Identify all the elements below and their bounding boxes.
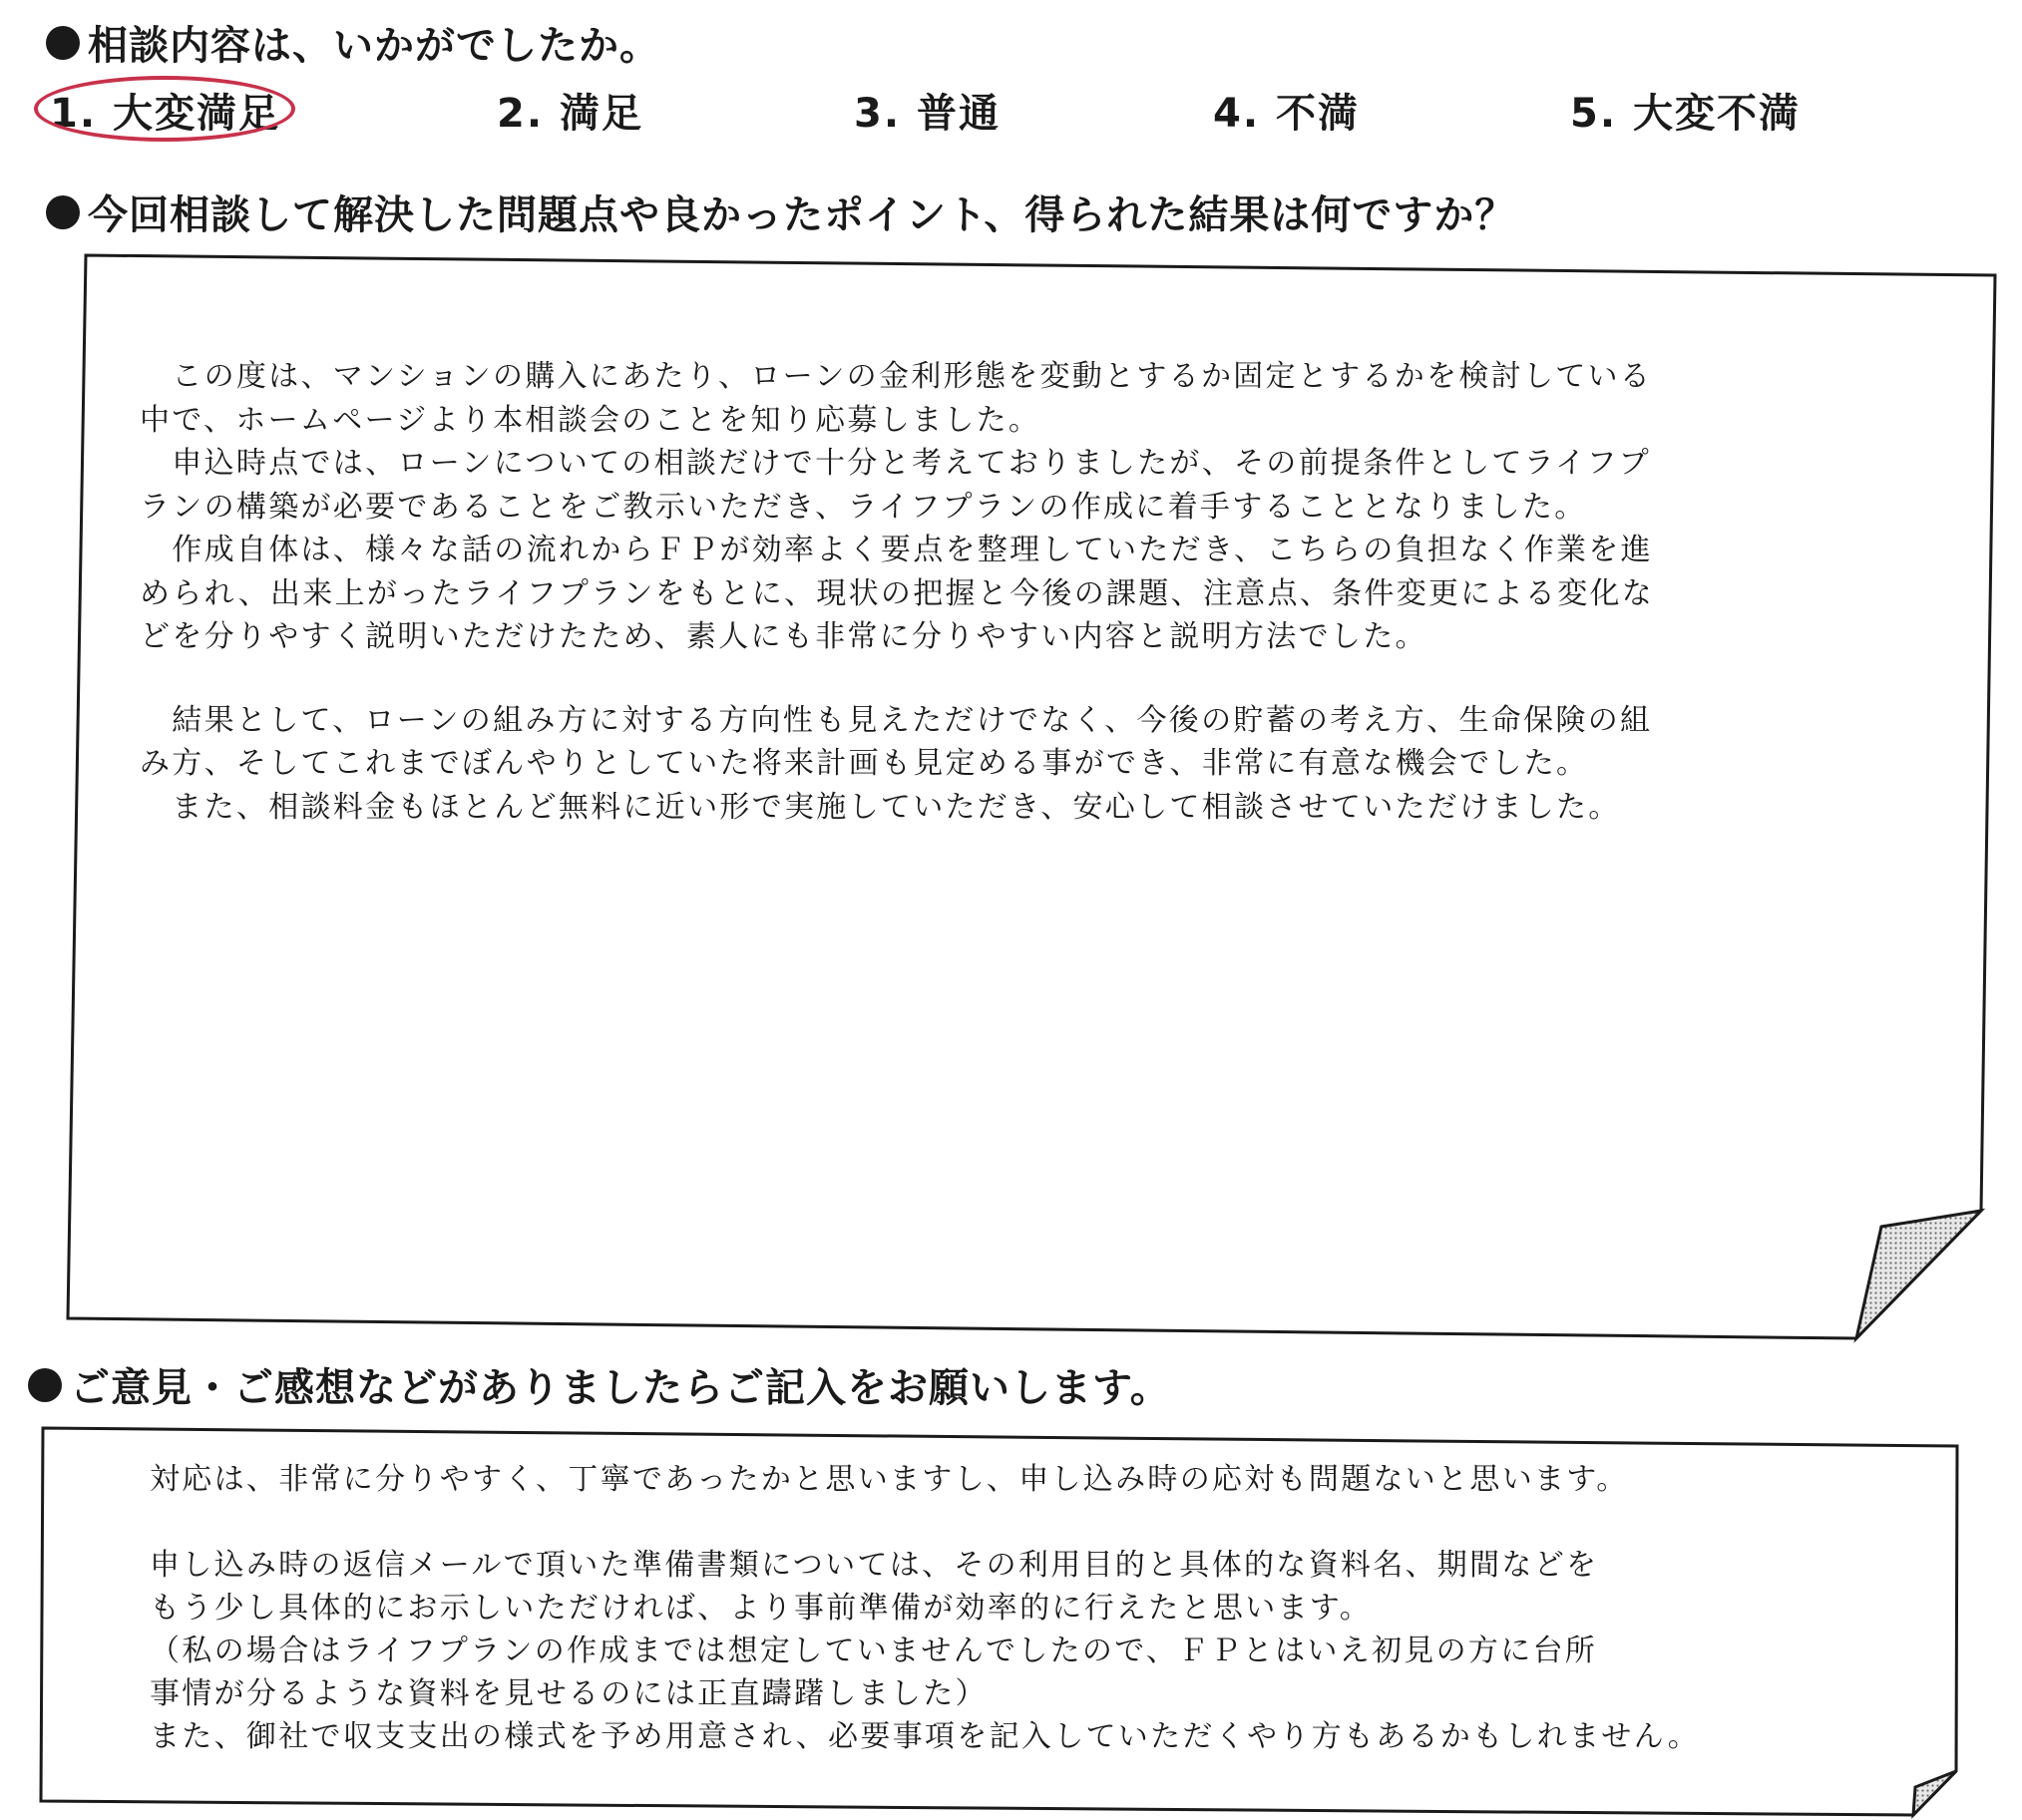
answer-line: 申し込み時の返信メールで頂いた準備書類については、その利用目的と具体的な資料名、期間などを <box>150 1548 1599 1583</box>
q1-heading <box>46 14 660 71</box>
q3-answer-text <box>150 1458 1700 1758</box>
answer-line: （私の場合はライフプランの作成までは想定していませんでしたので、ＦＰとはいえ初見の方に台所 <box>150 1634 1598 1668</box>
answer-line: この度は、マンションの購入にあたり、ローンの金利形態を変動とするか固定とするかを検討している <box>140 359 1653 394</box>
answer-line: 結果として、ローンの組み方に対する方向性も見えただけでなく、今後の貯蓄の考え方、生命保険の組 <box>140 702 1653 738</box>
answer-line: 中で、ホームページより本相談会のことを知り応募しました。 <box>140 402 1041 438</box>
answer-line: また、相談料金もほとんど無料に近い形で実施していただき、安心して相談させていただけました。 <box>140 789 1621 825</box>
bullet-icon <box>46 26 80 60</box>
answer-line: 事情が分るような資料を見せるのには正直躊躇しました） <box>150 1676 988 1711</box>
answer-line-blank <box>150 1501 1700 1544</box>
answer-line: められ、出来上がったライフプランをもとに、現状の把握と今後の課題、注意点、条件変更による変化な <box>140 575 1655 611</box>
answer-line: ランの構築が必要であることをご教示いただき、ライフプランの作成に着手することとなりました。 <box>140 489 1587 525</box>
q3-heading-text: ご意見・ご感想などがありましたらご記入をお願いします。 <box>70 1365 1171 1411</box>
answer-line: み方、そしてこれまでぼんやりとしていた将来計画も見定める事ができ、非常に有意な機会でした。 <box>140 746 1589 781</box>
answer-line: もう少し具体的にお示しいただければ、より事前準備が効率的に行えたと思います。 <box>150 1591 1372 1626</box>
bullet-icon <box>28 1368 62 1402</box>
q2-heading <box>46 183 1515 240</box>
q2-heading-text: 今回相談して解決した問題点や良かったポイント、得られた結果は何ですか？ <box>88 192 1516 238</box>
q1-heading-text: 相談内容は、いかがでしたか。 <box>88 23 660 69</box>
q1-option-1[interactable]: 1. 大変満足 <box>50 91 280 137</box>
q1-option-2[interactable]: 2. 満足 <box>497 91 643 137</box>
bullet-icon <box>46 195 80 229</box>
answer-line-blank <box>140 659 1654 699</box>
answer-line: 作成自体は、様々な話の流れからＦＰが効率よく要点を整理していただき、こちらの負担なく作業を進 <box>140 533 1653 567</box>
selected-option-circle <box>34 76 295 142</box>
answer-line: また、御社で収支支出の様式を予め用意され、必要事項を記入していただくやり方もあるかもしれません。 <box>150 1719 1700 1754</box>
answer-line: 申込時点では、ローンについての相談だけで十分と考えておりましたが、その前提条件としてライフプ <box>140 446 1652 481</box>
q1-options <box>0 82 2022 142</box>
q3-answer-box <box>40 1424 1960 1820</box>
q1-option-4[interactable]: 4. 不満 <box>1213 91 1360 137</box>
q1-option-3[interactable]: 3. 普通 <box>854 91 1001 137</box>
q2-answer-box <box>68 253 1997 1340</box>
answer-line: どを分りやすく説明いただけたため、素人にも非常に分りやすい内容と説明方法でした。 <box>140 619 1427 654</box>
answer-line: 対応は、非常に分りやすく、丁寧であったかと思いますし、申し込み時の応対も問題ないと思います。 <box>150 1462 1629 1497</box>
q1-option-5[interactable]: 5. 大変不満 <box>1570 91 1801 137</box>
q3-heading <box>28 1356 1171 1413</box>
q2-answer-text <box>140 355 1654 829</box>
